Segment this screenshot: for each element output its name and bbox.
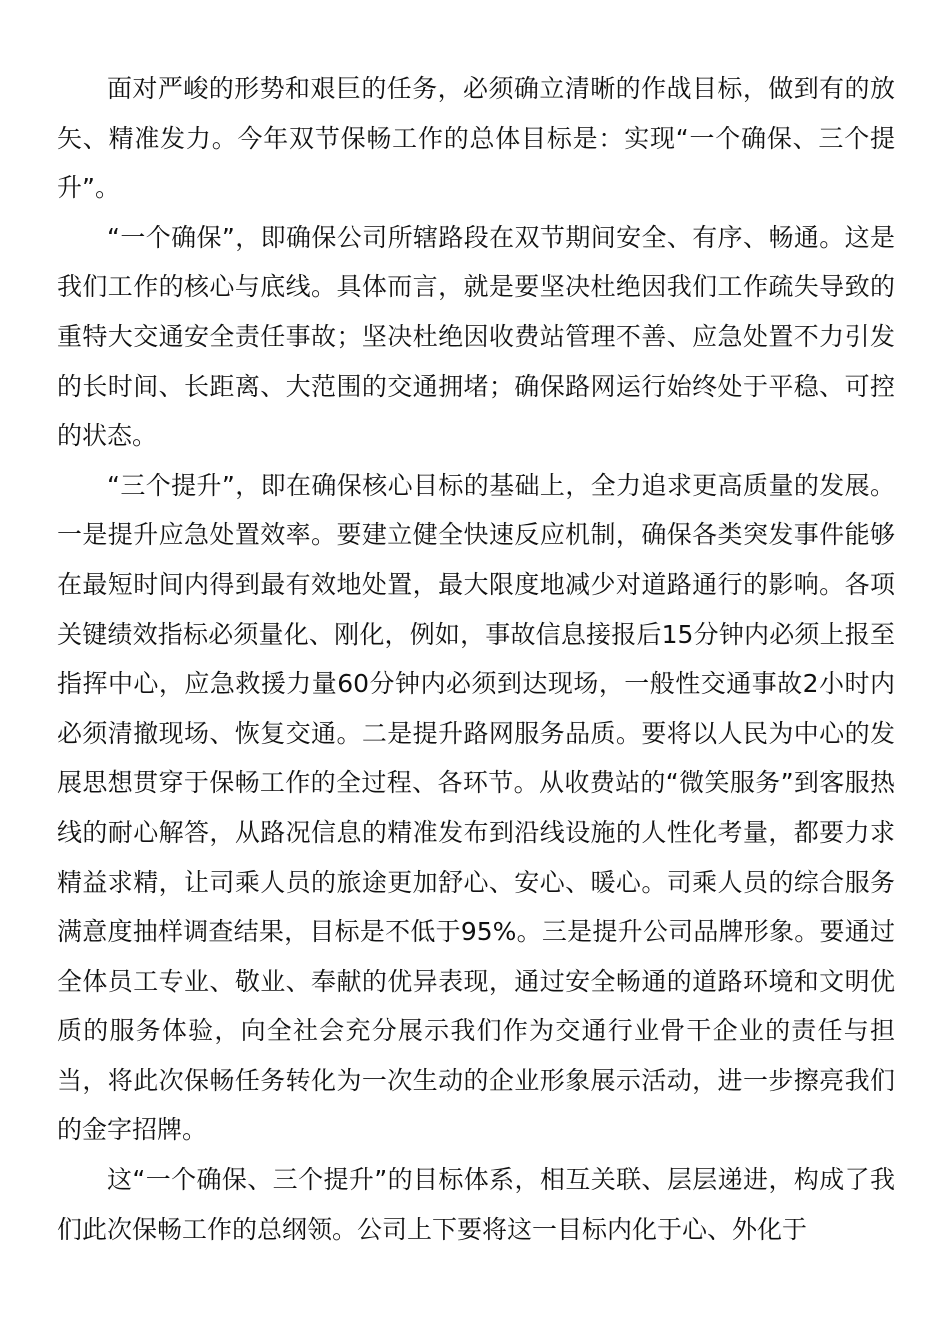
paragraph-three-improvements: “三个提升”，即在确保核心目标的基础上，全力追求更高质量的发展。一是提升应急处置效率。要建立健全快速反应机制，确保各类突发事件能够在最短时间内得到最有效地处置，最大限度地减少对道路通行的影响。各项关键绩效指标必须量化、刚化，例如，事故信息接报后15分钟内必须上报至指挥中心，应急救援力量60分钟内必须到达现场，一般性交通事故2小时内必须清撤现场、恢复交通。二是提升路网服务品质。要将以人民为中心的发展思想贯穿于保畅工作的全过程、各环节。从收费站的“微笑服务”到客服热线的耐心解答，从路况信息的精准发布到沿线设施的人性化考量，都要力求精益求精，让司乘人员的旅途更加舒心、安心、暖心。司乘人员的综合服务满意度抽样调查结果，目标是不低于95%。三是提升公司品牌形象。要通过全体员工专业、敬业、奉献的优异表现，通过安全畅通的道路环境和文明优质的服务体验，向全社会充分展示我们作为交通行业骨干企业的责任与担当，将此次保畅任务转化为一次生动的企业形象展示活动，进一步擦亮我们的金字招牌。 [57,470,895,1145]
document-page [57,64,895,1254]
paragraph-one-guarantee: “一个确保”，即确保公司所辖路段在双节期间安全、有序、畅通。这是我们工作的核心与底线。具体而言，就是要坚决杜绝因我们工作疏失导致的重特大交通安全责任事故；坚决杜绝因收费站管理不善、应急处置不力引发的长时间、长距离、大范围的交通拥堵；确保路网运行始终处于平稳、可控的状态。 [57,222,895,451]
paragraph-overall-goal: 面对严峻的形势和艰巨的任务，必须确立清晰的作战目标，做到有的放矢、精准发力。今年双节保畅工作的总体目标是：实现“一个确保、三个提升”。 [57,74,895,203]
paragraph-goal-system: 这“一个确保、三个提升”的目标体系，相互关联、层层递进，构成了我们此次保畅工作的总纲领。公司上下要将这一目标内化于心、外化于 [57,1165,895,1244]
